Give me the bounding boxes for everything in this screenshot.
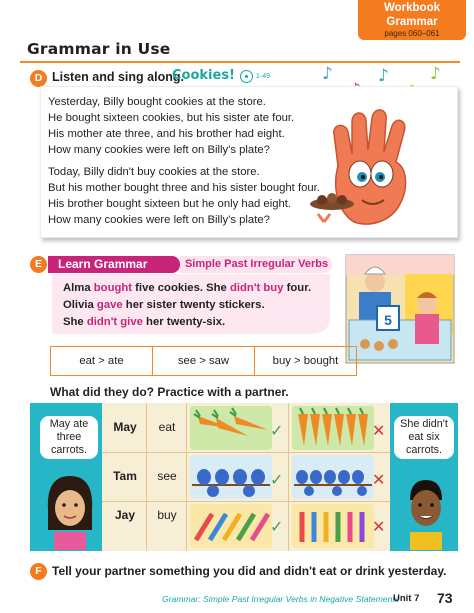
verb-pair-see: see > saw bbox=[153, 347, 255, 375]
song-verse1-line2: He bought sixteen cookies, but his sister ate four. bbox=[48, 112, 295, 124]
grammar-topic: Simple Past Irregular Verbs bbox=[180, 256, 332, 273]
cross-mark-icon: ✕ bbox=[372, 517, 386, 536]
more-birds-picture bbox=[292, 455, 374, 499]
section-d-badge: D bbox=[30, 70, 47, 87]
hand-character-illustration bbox=[304, 104, 452, 228]
row-verb-buy: buy bbox=[157, 508, 177, 522]
left-speech-bubble: May ate three carrots. bbox=[40, 416, 98, 459]
row-name-jay: Jay bbox=[114, 508, 136, 522]
song-verse1-line1: Yesterday, Billy bought cookies at the store. bbox=[48, 96, 266, 108]
girl-portrait bbox=[42, 470, 98, 550]
song-verse2-line2: But his mother bought three and his sister bought four. bbox=[48, 182, 320, 194]
footer-caption: Grammar: Simple Past Irregular Verbs in Negative Statements bbox=[162, 594, 400, 604]
verb-pair-eat: eat > ate bbox=[51, 347, 153, 375]
grid-divider bbox=[186, 403, 187, 551]
section-d-instruction: Listen and sing along. bbox=[52, 70, 184, 84]
birds-picture bbox=[190, 455, 272, 499]
pencils-picture bbox=[190, 504, 272, 548]
practice-question: What did they do? Practice with a partner. bbox=[50, 385, 289, 399]
learn-grammar-label: Learn Grammar bbox=[48, 256, 180, 273]
check-mark-icon: ✓ bbox=[270, 517, 284, 536]
page-title: Grammar in Use bbox=[27, 40, 171, 58]
music-note-icon: ♪ bbox=[430, 64, 441, 84]
shop-sign-number: 5 bbox=[384, 312, 392, 328]
audio-track-number: 1-49 bbox=[256, 73, 271, 80]
six-carrots-picture bbox=[292, 406, 374, 450]
grid-divider bbox=[102, 501, 390, 502]
song-verse2-line4: How many cookies were left on Billy's plate? bbox=[48, 214, 270, 226]
row-name-may: May bbox=[113, 420, 137, 434]
cross-mark-icon: ✕ bbox=[372, 421, 386, 440]
section-f-badge: F bbox=[30, 563, 47, 580]
grid-divider bbox=[102, 452, 390, 453]
music-note-icon: ♪ bbox=[378, 66, 389, 86]
example-sentence-2: Olivia gave her sister twenty stickers. bbox=[63, 299, 265, 311]
example-sentence-1: Alma bought five cookies. She didn't buy four. bbox=[63, 282, 312, 294]
unit-label: Unit 7 bbox=[393, 593, 420, 604]
song-verse1-line3: His mother ate three, and his brother had eight. bbox=[48, 128, 285, 140]
verb-forms-table bbox=[50, 346, 357, 376]
right-speech-bubble: She didn't eat six carrots. bbox=[394, 416, 454, 459]
song-verse2-line3: His brother bought sixteen but he only had eight. bbox=[48, 198, 292, 210]
workbook-label: Workbook bbox=[383, 2, 440, 14]
workbook-reference-tab bbox=[358, 0, 466, 40]
cross-mark-icon: ✕ bbox=[372, 470, 386, 489]
page-number: 73 bbox=[437, 590, 453, 606]
bakery-shop-illustration bbox=[345, 254, 455, 364]
verb-pair-buy: buy > bought bbox=[272, 355, 339, 367]
title-divider bbox=[20, 61, 460, 63]
row-verb-see: see bbox=[157, 469, 177, 483]
music-note-icon: ♪ bbox=[322, 64, 333, 84]
row-name-tam: Tam bbox=[113, 469, 137, 483]
section-f-instruction: Tell your partner something you did and didn't eat or drink yesterday. bbox=[52, 564, 447, 578]
section-e-badge: E bbox=[30, 256, 47, 273]
example-sentence-3: She didn't give her twenty-six. bbox=[63, 316, 226, 328]
grid-divider bbox=[146, 403, 147, 551]
song-verse2-line1: Today, Billy didn't buy cookies at the store. bbox=[48, 166, 260, 178]
song-title: Cookies! bbox=[172, 68, 235, 83]
row-verb-eat: eat bbox=[158, 420, 176, 434]
boy-portrait bbox=[398, 470, 454, 550]
grid-divider bbox=[288, 403, 289, 551]
grammar-label: Grammar bbox=[386, 16, 438, 28]
check-mark-icon: ✓ bbox=[270, 470, 284, 489]
workbook-pages: pages 060–061 bbox=[384, 29, 440, 38]
check-mark-icon: ✓ bbox=[270, 421, 284, 440]
three-carrots-picture bbox=[190, 406, 272, 450]
audio-cd-icon[interactable] bbox=[240, 70, 253, 83]
song-verse1-line4: How many cookies were left on Billy's plate? bbox=[48, 144, 270, 156]
more-pencils-picture bbox=[292, 504, 374, 548]
